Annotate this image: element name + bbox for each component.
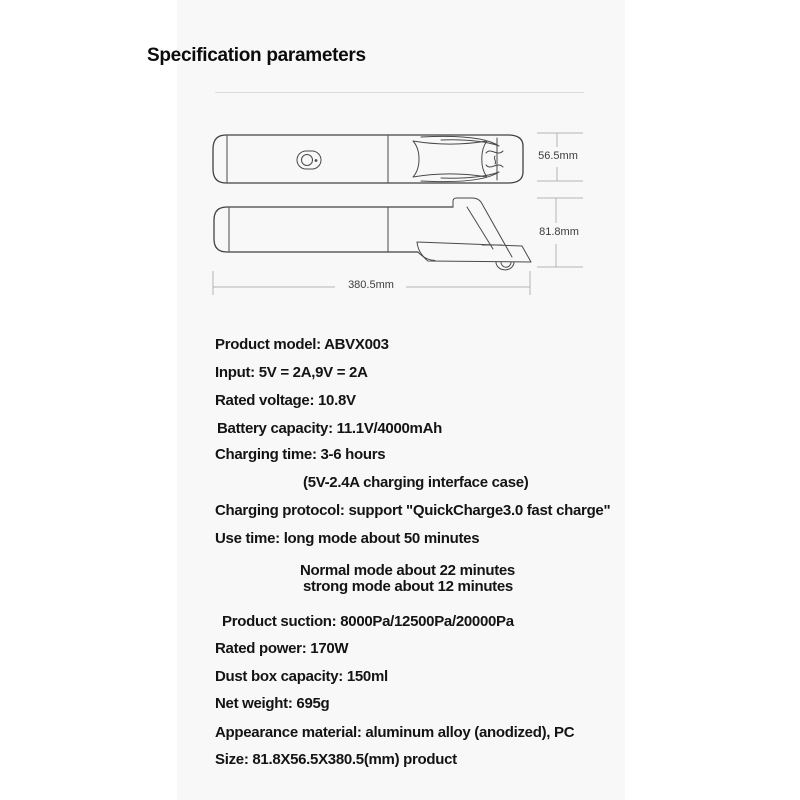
head-wheel	[496, 262, 514, 270]
handle-tab	[453, 198, 481, 207]
vent-claw-bottom	[421, 172, 499, 182]
spec-line-strong-mode: strong mode about 12 minutes	[303, 578, 513, 595]
suction-vent-shape	[413, 141, 487, 177]
dimension-lines	[213, 133, 583, 295]
spec-line-use-time: Use time: long mode about 50 minutes	[215, 530, 480, 547]
nozzle-neck	[467, 202, 512, 257]
spec-line-product-suction: Product suction: 8000Pa/12500Pa/20000Pa	[222, 613, 514, 630]
floor-head	[417, 242, 531, 262]
spec-line-normal-mode: Normal mode about 22 minutes	[300, 562, 515, 579]
side-view-drawing	[214, 198, 531, 270]
spec-line-rated-power: Rated power: 170W	[215, 640, 349, 657]
spec-line-input: Input: 5V = 2A,9V = 2A	[215, 364, 368, 381]
vent-claw-top	[421, 136, 499, 146]
dimension-label-length: 380.5mm	[348, 279, 394, 291]
spec-line-battery-capacity: Battery capacity: 11.1V/4000mAh	[217, 420, 442, 437]
spec-line-size: Size: 81.8X56.5X380.5(mm) product	[215, 751, 457, 768]
break-mark	[486, 151, 503, 167]
spec-line-net-weight: Net weight: 695g	[215, 695, 330, 712]
spec-line-charging-protocol: Charging protocol: support "QuickCharge3.0 fast charge"	[215, 502, 611, 519]
spec-line-rated-voltage: Rated voltage: 10.8V	[215, 392, 356, 409]
top-view-drawing	[213, 135, 523, 183]
spec-line-charging-interface: (5V-2.4A charging interface case)	[303, 474, 529, 491]
dimension-label-side-view-height: 81.8mm	[539, 226, 579, 238]
spec-line-charging-time: Charging time: 3-6 hours	[215, 446, 386, 463]
spec-line-dust-box-capacity: Dust box capacity: 150ml	[215, 668, 388, 685]
power-button-detail	[297, 151, 321, 169]
spec-line-product-model: Product model: ABVX003	[215, 336, 389, 353]
page-title: Specification parameters	[147, 45, 366, 66]
dimension-label-top-view-height: 56.5mm	[538, 150, 578, 162]
spec-line-appearance-material: Appearance material: aluminum alloy (anodized), PC	[215, 724, 575, 741]
